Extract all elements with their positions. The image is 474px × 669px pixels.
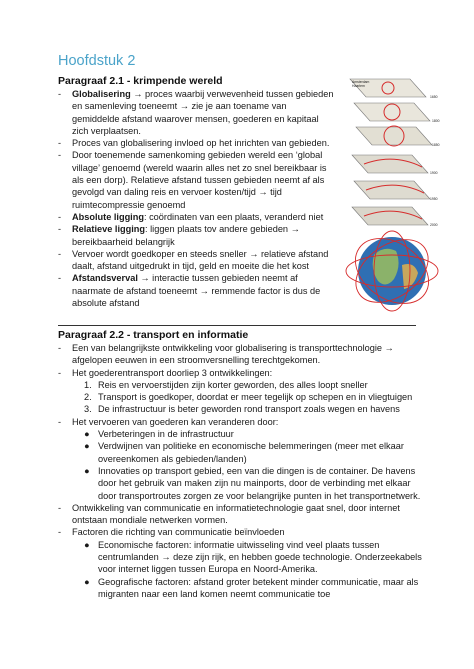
term-relatieve-ligging: Relatieve ligging [72,224,146,235]
section-2-2-list [58,342,422,600]
bullet-item: ● Economische factoren: informatie uitwisseling vind veel plaats tussen centrumlanden → deze zijn rijk, en hebben goede technologie. Onderzeekabels voor internet liggen tussen Europa en Noord-Amerika. [84,539,422,575]
list-item: - Ontwikkeling van communicatie en informatietechnologie gaat snel, door internet ontstaan mondiale netwerken vormen. [58,502,400,526]
list-item: - Het goederentransport doorliep 3 ontwikkelingen: [58,367,273,378]
list-item: - Relatieve ligging: liggen plaats tov andere gebieden → bereikbaarheid belangrijk [58,224,300,247]
list-item: - Afstandsverval → interactie tussen gebieden neemt af naarmate de afstand toeneemt → remmende factor is dus de absolute afstand [58,273,321,309]
list-item: - Vervoer wordt goedkoper en steeds sneller → relatieve afstand daalt, afstand uitgedrukt in tijd, geld en moeite die het kost [58,248,329,272]
chapter-title: Hoofdstuk 2 [58,53,136,69]
list-item: - Absolute ligging: coördinaten van een plaats, veranderd niet [58,211,324,222]
bullet-item: ● Verdwijnen van politieke en economische belemmeringen (meer met elkaar overeenkomen als gebieden/landen) [84,441,404,464]
section-divider [58,325,416,326]
section-heading-2-2: Paragraaf 2.2 - transport en informatie [58,329,249,341]
stacked-maps-globe-illustration [344,75,440,312]
figure-label: 1900 [430,171,438,175]
list-item: - Door toenemende samenkoming gebieden wereld een ‘global village’ genoemd (wereld waarin alles net zo snel bereikbaar is als een dorp). Relatieve afstand tussen gebieden neemt af als gevolgd van daling reis en vervoer kosten/tijd → tijd ruimtecompressie genoemd [58,150,327,210]
list-item: - Factoren die richting van communicatie beïnvloeden [58,527,285,538]
numbered-item: 2. Transport is goedkoper, doordat er meer tegelijk op schepen en in vliegtuigen [84,392,413,403]
time-layer-maps [350,79,432,225]
numbered-item: 1. Reis en vervoerstijden zijn korter geworden, des alles loopt sneller [84,379,368,390]
term-absolute-ligging: Absolute ligging [72,211,144,222]
figure-label: 1800 [432,119,440,123]
bullet-item: ● Verbeteringen in de infrastructuur [84,429,234,440]
globe [344,225,440,312]
bullet-item: ● Innovaties op transport gebied, een van die dingen is de container. De havens door het gebruik van maken zijn nu mainports, door de verbinding met elkaar door transportroutes zorgen ze voor belangrijke punten in het transportnetwerk. [84,465,421,501]
bullet-item: ● Geografische factoren: afstand groter betekent minder communicatie, maar als migranten naar een land komen neemt communicatie toe [84,576,419,599]
figure-label: 2000 [430,223,438,227]
list-item: - Globalisering → proces waarbij verwevenheid tussen gebieden en samenleving toeneemt → zie je aan toename van gemiddelde afstand waarover mensen, goederen en kapitaal zich verplaatsen. [58,89,334,136]
globalisation-illustration [344,75,440,312]
section-2-1-list [58,88,336,309]
figure-label: 1650 [430,95,438,99]
term-afstandsverval: Afstandsverval [72,273,138,284]
list-item: - Proces van globalisering invloed op het inrichten van gebieden. [58,138,330,149]
term-globalisering: Globalisering [72,89,131,99]
figure-label: 1850 [432,143,440,147]
figure-label: Haarlem [352,84,365,88]
list-item: - Het vervoeren van goederen kan veranderen door: [58,416,279,427]
numbered-item: 3. De infrastructuur is beter geworden rond transport zoals wegen en havens [84,404,400,415]
figure-label: Amsterdam [352,80,370,84]
figure-label: 1950 [430,197,438,201]
list-item: - Een van belangrijkste ontwikkeling voor globalisering is transporttechnologie → afgelopen eeuwen in een stroomversnelling terechtgekomen. [58,343,394,366]
section-heading-2-1: Paragraaf 2.1 - krimpende wereld [58,75,223,87]
